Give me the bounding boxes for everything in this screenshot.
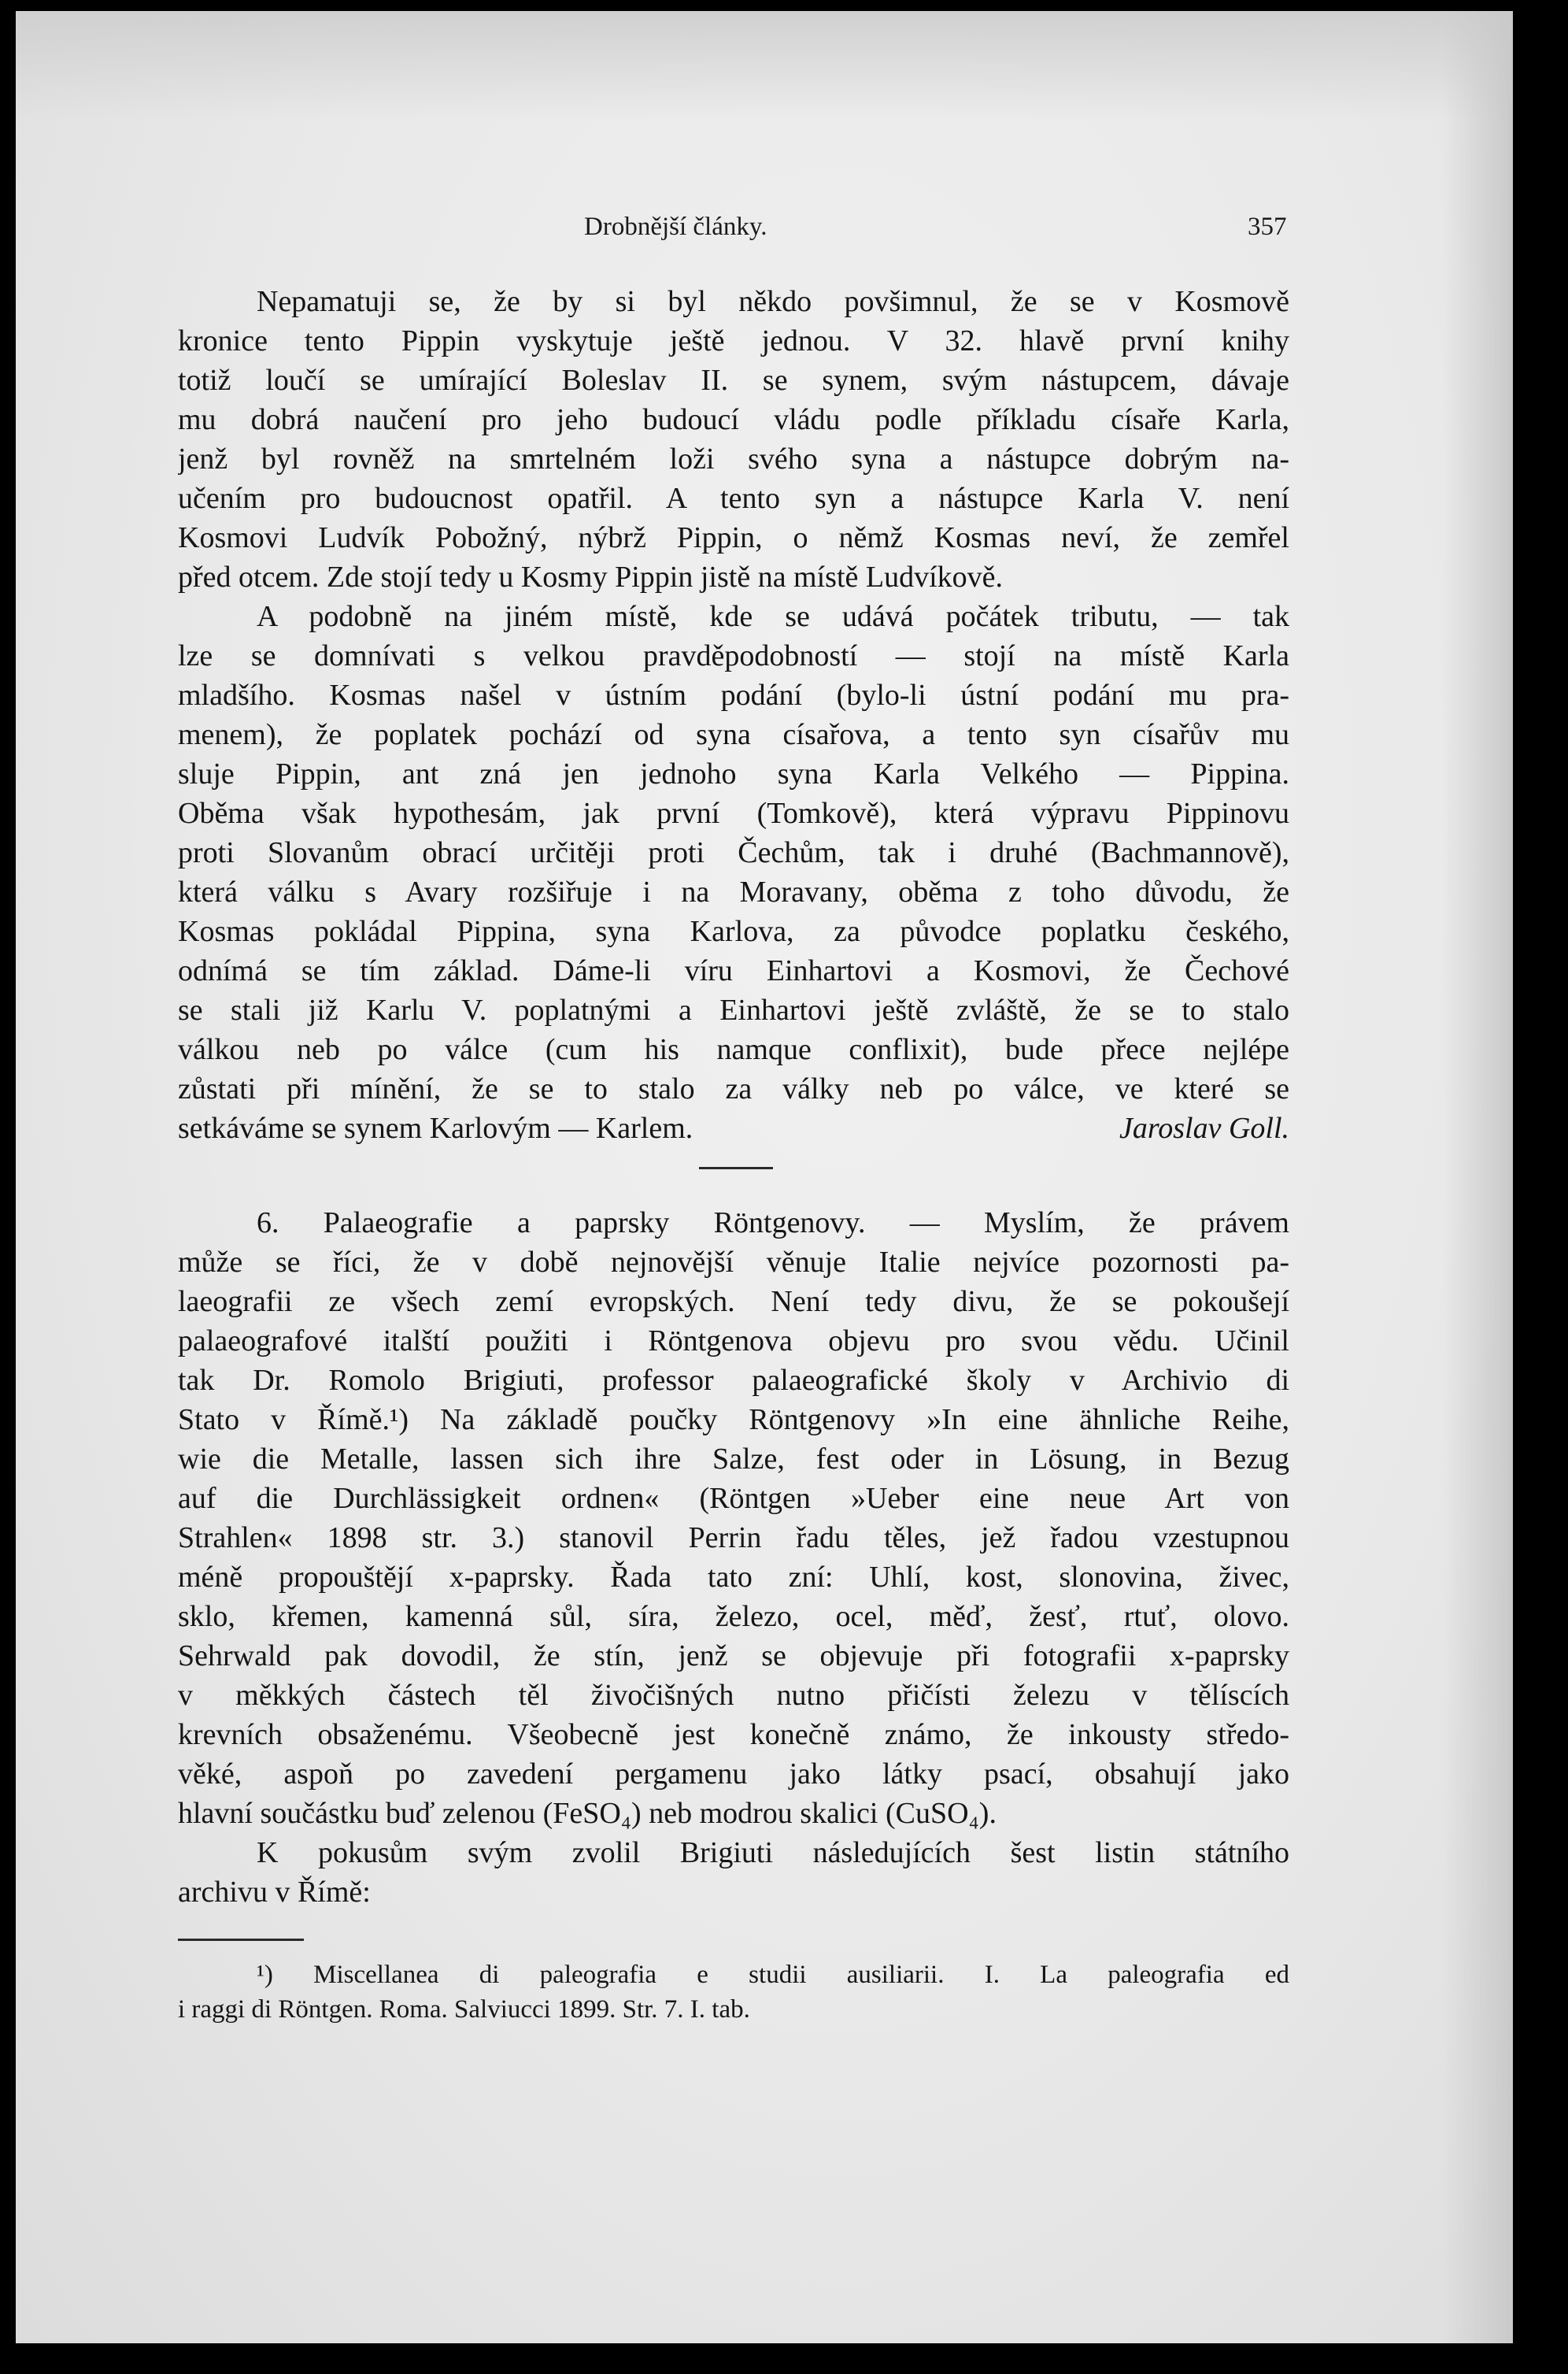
text-line: Stato v Římě.¹) Na základě poučky Röntgenovy »In eine ähnliche Reihe,: [178, 1403, 1289, 1436]
page-header: [16, 213, 1513, 244]
text-line: lze se domnívati s velkou pravděpodobností — stojí na místě Karla: [178, 639, 1289, 672]
footnote-rule: [178, 1939, 304, 1941]
text-line: odnímá se tím základ. Dáme-li víru Einhartovi a Kosmovi, že Čechové: [178, 954, 1289, 987]
text-line: tak Dr. Romolo Brigiuti, professor palaeografické školy v Archivio di: [178, 1364, 1289, 1397]
text-line: Kosmas pokládal Pippina, syna Karlova, za původce poplatku českého,: [178, 915, 1289, 948]
text-line: A podobně na jiném místě, kde se udává počátek tributu, — tak: [257, 600, 1289, 633]
text-line: laeografii ze všech zemí evropských. Není tedy divu, že se pokoušejí: [178, 1285, 1289, 1318]
text-line: Sehrwald pak dovodil, že stín, jenž se objevuje při fotografii x-paprsky: [178, 1639, 1289, 1672]
text-line: setkáváme se synem Karlovým — Karlem.: [178, 1112, 693, 1145]
text-line: mu dobrá naučení pro jeho budoucí vládu podle příkladu císaře Karla,: [178, 403, 1289, 436]
text-line: jenž byl rovněž na smrtelném loži svého syna a nástupce dobrým na-: [178, 443, 1289, 476]
text-line: před otcem. Zde stojí tedy u Kosmy Pippin jistě na místě Ludvíkově.: [178, 561, 1004, 594]
page-number: 357: [1248, 213, 1287, 241]
text-line: Kosmovi Ludvík Pobožný, nýbrž Pippin, o němž Kosmas neví, že zemřel: [178, 521, 1289, 554]
text-line: proti Slovanům obrací určitěji proti Čechům, tak i druhé (Bachmannově),: [178, 836, 1289, 869]
text-line: sluje Pippin, ant zná jen jednoho syna Karla Velkého — Pippina.: [178, 757, 1289, 791]
text-line: Oběma však hypothesám, jak první (Tomkově), která výpravu Pippinovu: [178, 797, 1289, 830]
author-signature: Jaroslav Goll.: [1119, 1112, 1289, 1145]
text-line: mladšího. Kosmas našel v ústním podání (bylo-li ústní podání mu pra-: [178, 679, 1289, 712]
running-title: Drobnější články.: [584, 213, 767, 241]
text-line: která válku s Avary rozšiřuje i na Moravany, oběma z toho důvodu, že: [178, 876, 1289, 909]
text-line: K pokusům svým zvolil Brigiuti následujících šest listin státního: [257, 1836, 1289, 1869]
text-line: může se říci, že v době nejnovější věnuje Italie nejvíce pozornosti pa-: [178, 1246, 1289, 1279]
text-line: zůstati při mínění, že se to stalo za války neb po válce, ve které se: [178, 1072, 1289, 1106]
page-shadow-top: [16, 11, 1513, 121]
book-page: [16, 11, 1513, 2343]
closing-line: [178, 1109, 1289, 1148]
text-line: hlavní součástku buď zelenou (FeSO₄) neb modrou skalici (CuSO₄).: [178, 1797, 997, 1830]
text-line: Nepamatuji se, že by si byl někdo povšimnul, že se v Kosmově: [257, 285, 1289, 318]
text-line: menem), že poplatek pochází od syna císařova, a tento syn císařův mu: [178, 718, 1289, 751]
page-shadow-right: [1442, 11, 1513, 2343]
text-line: palaeografové italští použiti i Röntgenova objevu pro svou vědu. Učinil: [178, 1324, 1289, 1357]
text-line: kronice tento Pippin vyskytuje ještě jednou. V 32. hlavě první knihy: [178, 324, 1289, 357]
text-line: věké, aspoň po zavedení pergamenu jako látky psací, obsahují jako: [178, 1757, 1289, 1791]
footnote-line: i raggi di Röntgen. Roma. Salviucci 1899. Str. 7. I. tab.: [178, 1995, 750, 2024]
text-line: sklo, křemen, kamenná sůl, síra, železo, ocel, měď, žesť, rtuť, olovo.: [178, 1600, 1289, 1633]
text-line: wie die Metalle, lassen sich ihre Salze, fest oder in Lösung, in Bezug: [178, 1443, 1289, 1476]
text-line: archivu v Římě:: [178, 1876, 371, 1909]
text-line: krevních obsaženému. Všeobecně jest konečně známo, že inkousty středo-: [178, 1718, 1289, 1751]
text-line: méně propouštějí x-paprsky. Řada tato zní: Uhlí, kost, slonovina, živec,: [178, 1561, 1289, 1594]
text-line: Strahlen« 1898 str. 3.) stanovil Perrin řadu těles, jež řadou vzestupnou: [178, 1521, 1289, 1554]
text-line: se stali již Karlu V. poplatnými a Einhartovi ještě zvláště, že se to stalo: [178, 994, 1289, 1027]
text-line: auf die Durchlässigkeit ordnen« (Röntgen »Ueber eine neue Art von: [178, 1482, 1289, 1515]
text-line: válkou neb po válce (cum his namque conflixit), bude přece nejlépe: [178, 1033, 1289, 1066]
section-divider: [699, 1167, 773, 1169]
text-line: totiž loučí se umírající Boleslav II. se synem, svým nástupcem, dávaje: [178, 364, 1289, 397]
text-line: v měkkých částech těl živočišných nutno přičísti železu v tělíscích: [178, 1679, 1289, 1712]
footnote-line: ¹) Miscellanea di paleografia e studii ausiliarii. I. La paleografia ed: [257, 1961, 1289, 1989]
text-line: učením pro budoucnost opatřil. A tento syn a nástupce Karla V. není: [178, 482, 1289, 515]
section-heading-line: 6. Palaeografie a paprsky Röntgenovy. — Myslím, že právem: [257, 1206, 1289, 1239]
